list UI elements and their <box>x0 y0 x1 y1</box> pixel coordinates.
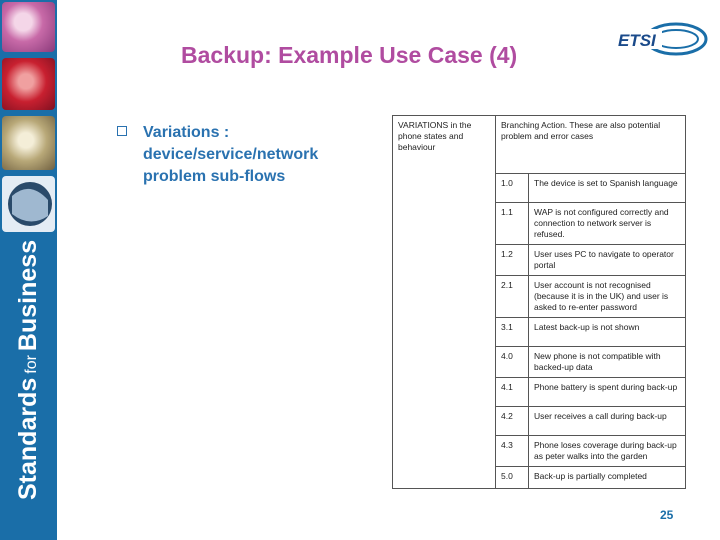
sidebar <box>0 0 57 540</box>
row-text: New phone is not compatible with backed-up data <box>529 347 686 378</box>
checkbox-bullet-icon <box>117 126 127 136</box>
row-id: 4.1 <box>496 378 529 407</box>
row-id: 1.0 <box>496 174 529 203</box>
variations-table <box>392 115 686 489</box>
row-id: 4.3 <box>496 436 529 467</box>
bullet-item <box>117 122 357 188</box>
page-number: 25 <box>660 508 674 522</box>
globe-icon <box>2 176 55 232</box>
row-text: Phone loses coverage during back-up as peter walks into the garden <box>529 436 686 467</box>
row-text: WAP is not configured correctly and connection to network server is refused. <box>529 203 686 245</box>
row-text: Phone battery is spent during back-up <box>529 378 686 407</box>
row-id: 4.2 <box>496 407 529 436</box>
row-text: Latest back-up is not shown <box>529 318 686 347</box>
photo-thumbnail-3 <box>2 116 55 170</box>
row-text: User uses PC to navigate to operator portal <box>529 245 686 276</box>
row-id: 1.2 <box>496 245 529 276</box>
row-text: The device is set to Spanish language <box>529 174 686 203</box>
bullet-text: Variations : device/service/network problem sub-flows <box>143 124 319 185</box>
photo-thumbnail-4 <box>2 176 55 232</box>
row-id: 1.1 <box>496 203 529 245</box>
header-left-cell: VARIATIONS in the phone states and behaviour <box>393 116 496 489</box>
row-id: 2.1 <box>496 276 529 318</box>
row-id: 3.1 <box>496 318 529 347</box>
etsi-logo <box>610 18 710 58</box>
photo-thumbnail-1 <box>2 2 55 52</box>
photo-thumbnail-2 <box>2 58 55 110</box>
row-text: User account is not recognised (because it is in the UK) and user is asked to re-enter password <box>529 276 686 318</box>
header-right-cell: Branching Action. These are also potential problem and error cases <box>496 116 686 174</box>
svg-text:ETSI: ETSI <box>618 31 656 50</box>
row-text: Back-up is partially completed <box>529 467 686 489</box>
row-text: User receives a call during back-up <box>529 407 686 436</box>
row-id: 5.0 <box>496 467 529 489</box>
page-title: Backup: Example Use Case (4) <box>181 42 518 68</box>
row-id: 4.0 <box>496 347 529 378</box>
sidebar-brand-text: StandardsforBusiness <box>14 239 42 500</box>
table-header-row <box>393 116 686 174</box>
